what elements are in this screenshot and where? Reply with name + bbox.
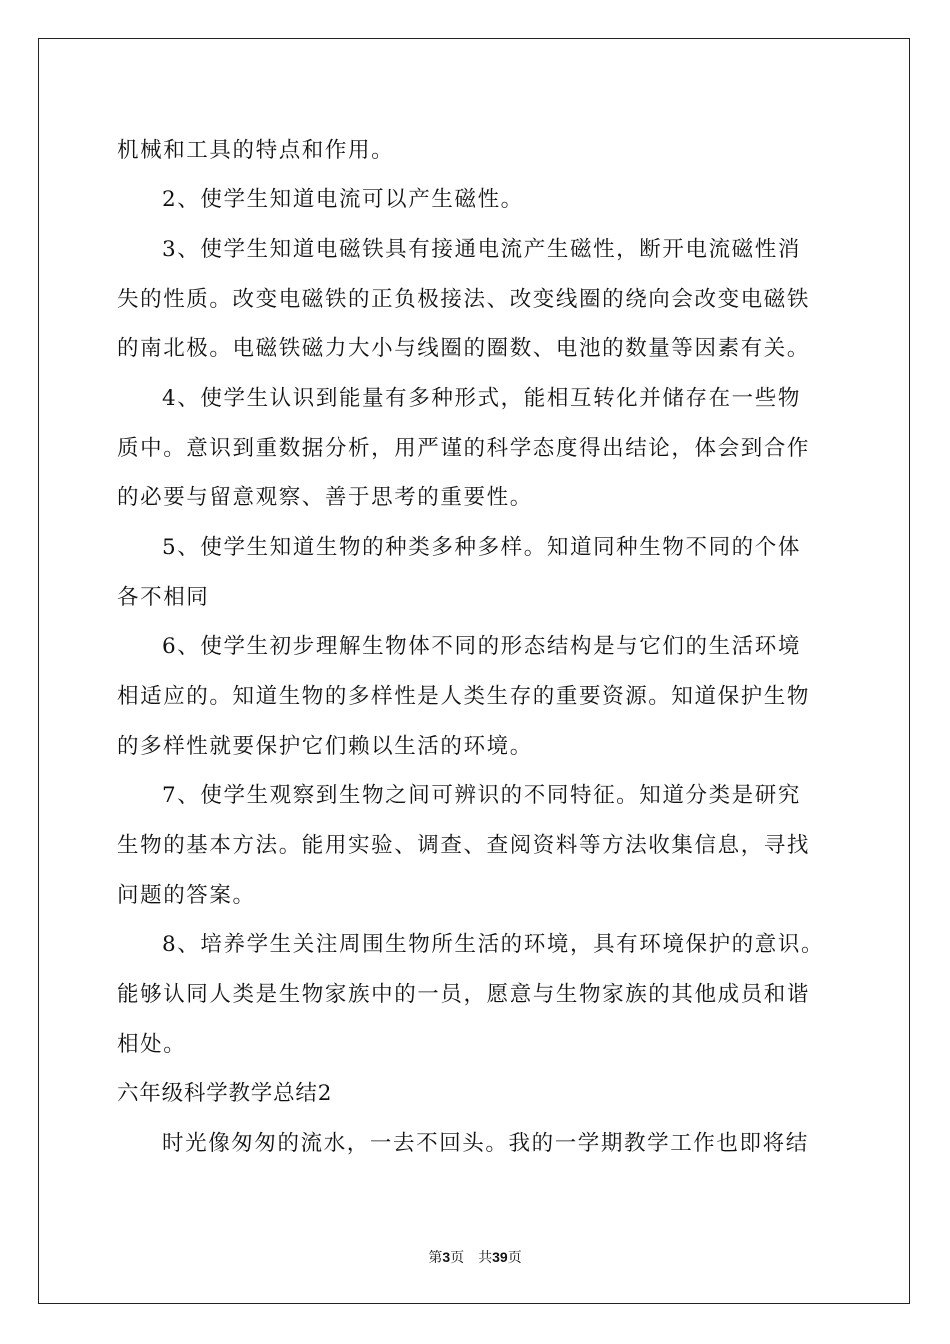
current-page-number: 3 <box>442 1249 451 1265</box>
body-line: 2、使学生知道电流可以产生磁性。 <box>162 187 524 212</box>
body-line: 相处。 <box>117 1032 187 1057</box>
page-border <box>38 38 910 1304</box>
body-line: 问题的答案。 <box>117 883 256 908</box>
body-line: 的多样性就要保护它们赖以生活的环境。 <box>117 734 533 759</box>
page-footer <box>0 1247 950 1267</box>
body-line: 各不相同 <box>117 585 210 610</box>
section-heading: 六年级科学教学总结2 <box>117 1081 333 1106</box>
body-line: 能够认同人类是生物家族中的一员，愿意与生物家族的其他成员和谐 <box>117 982 811 1007</box>
body-line: 生物的基本方法。能用实验、调查、查阅资料等方法收集信息，寻找 <box>117 833 811 858</box>
body-line: 4、使学生认识到能量有多种形式，能相互转化并储存在一些物 <box>162 386 801 411</box>
body-line: 的南北极。电磁铁磁力大小与线圈的圈数、电池的数量等因素有关。 <box>117 336 811 361</box>
body-line: 时光像匆匆的流水，一去不回头。我的一学期教学工作也即将结 <box>162 1131 809 1156</box>
total-pages-number: 39 <box>492 1249 508 1265</box>
footer-prefix: 第 <box>428 1250 443 1266</box>
body-line: 质中。意识到重数据分析，用严谨的科学态度得出结论，体会到合作 <box>117 436 811 461</box>
body-line: 8、培养学生关注周围生物所生活的环境，具有环境保护的意识。 <box>162 932 825 957</box>
body-line: 的必要与留意观察、善于思考的重要性。 <box>117 485 533 510</box>
body-line: 5、使学生知道生物的种类多种多样。知道同种生物不同的个体 <box>162 535 801 560</box>
body-line: 失的性质。改变电磁铁的正负极接法、改变线圈的绕向会改变电磁铁 <box>117 287 811 312</box>
body-line: 机械和工具的特点和作用。 <box>117 138 395 163</box>
footer-suffix: 页 <box>507 1250 522 1266</box>
body-line: 6、使学生初步理解生物体不同的形态结构是与它们的生活环境 <box>162 634 801 659</box>
body-line: 相适应的。知道生物的多样性是人类生存的重要资源。知道保护生物 <box>117 684 811 709</box>
body-line: 3、使学生知道电磁铁具有接通电流产生磁性，断开电流磁性消 <box>162 237 801 262</box>
footer-middle: 页 共 <box>450 1250 493 1266</box>
body-line: 7、使学生观察到生物之间可辨识的不同特征。知道分类是研究 <box>162 783 801 808</box>
